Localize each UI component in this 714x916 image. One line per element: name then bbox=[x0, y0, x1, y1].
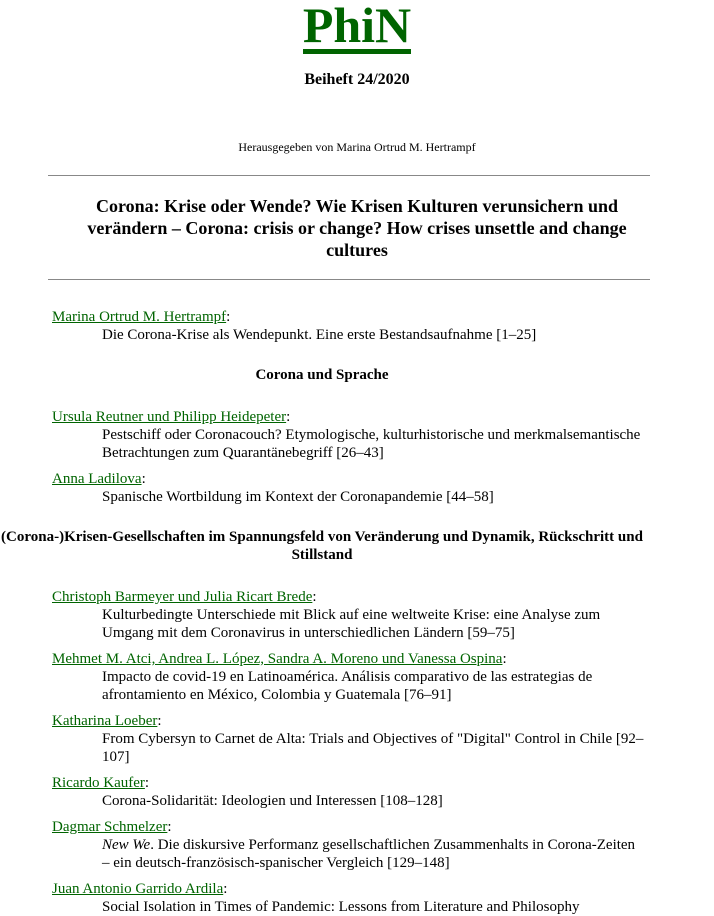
colon: : bbox=[144, 775, 150, 791]
toc-entry bbox=[52, 650, 644, 704]
article-title: Social Isolation in Times of Pandemic: Lessons from Literature and Philosophy bbox=[102, 899, 580, 915]
author-link[interactable]: Dagmar Schmelzer bbox=[52, 819, 168, 835]
journal-logo[interactable]: PhiN bbox=[302, 0, 412, 53]
author-link[interactable]: Mehmet M. Atci, Andrea L. López, Sandra A. Moreno und Vanessa Ospina bbox=[52, 651, 503, 667]
article-title: Spanische Wortbildung im Kontext der Coronapandemie [44–58] bbox=[102, 489, 494, 505]
article-title: Pestschiff oder Coronacouch? Etymologische, kulturhistorische und merkmalsemantische Betrachtungen zum Quarantänebegriff [26–43] bbox=[102, 427, 641, 461]
author-link[interactable]: Juan Antonio Garrido Ardila bbox=[52, 881, 224, 897]
section-heading: (Corona-)Krisen-Gesellschaften im Spannungsfeld von Veränderung und Dynamik, Rückschritt und Stillstand bbox=[1, 529, 643, 563]
author-link[interactable]: Katharina Loeber bbox=[52, 713, 158, 729]
article-title: Die Corona-Krise als Wendepunkt. Eine erste Bestandsaufnahme [1–25] bbox=[102, 327, 537, 343]
article-title: Kulturbedingte Unterschiede mit Blick auf eine weltweite Krise: eine Analyse zum Umgang mit dem Coronavirus in unterschiedlichen Ländern [59–75] bbox=[102, 607, 601, 641]
author-link[interactable]: Ursula Reutner und Philipp Heidepeter bbox=[52, 409, 287, 425]
toc-entry bbox=[52, 818, 644, 872]
colon: : bbox=[141, 471, 146, 487]
author-link[interactable]: Marina Ortrud M. Hertrampf bbox=[52, 309, 227, 325]
author-link[interactable]: Anna Ladilova bbox=[52, 471, 142, 487]
author-link[interactable]: Christoph Barmeyer und Julia Ricart Brede bbox=[52, 589, 313, 605]
table-of-contents bbox=[0, 308, 714, 916]
divider-top bbox=[48, 175, 650, 176]
colon: : bbox=[223, 881, 228, 897]
volume-title: Corona: Krise oder Wende? Wie Krisen Kulturen verunsichern und verändern – Corona: crisis or change? How crises unsettle and change cultures bbox=[87, 196, 627, 260]
toc-entry bbox=[52, 712, 644, 766]
section-heading: Corona und Sprache bbox=[255, 367, 389, 383]
divider-bottom bbox=[48, 279, 650, 280]
toc-entry bbox=[52, 774, 644, 810]
colon: : bbox=[286, 409, 291, 425]
author-link[interactable]: Ricardo Kaufer bbox=[52, 775, 145, 791]
colon: : bbox=[502, 651, 507, 667]
colon: : bbox=[312, 589, 317, 605]
colon: : bbox=[226, 309, 231, 325]
toc-entry bbox=[52, 470, 644, 506]
colon: : bbox=[167, 819, 172, 835]
logo-area bbox=[0, 0, 714, 54]
toc-entry bbox=[52, 588, 644, 642]
article-title-italic: New We bbox=[102, 837, 151, 853]
issue-label: Beiheft 24/2020 bbox=[304, 71, 410, 88]
article-title: From Cybersyn to Carnet de Alta: Trials and Objectives of "Digital" Control in Chile [92–107] bbox=[102, 731, 644, 765]
colon: : bbox=[157, 713, 162, 729]
toc-entry bbox=[52, 408, 644, 462]
toc-entry bbox=[52, 880, 644, 916]
article-title: Impacto de covid-19 en Latinoamérica. Análisis comparativo de las estrategias de afrontamiento en México, Colombia y Guatemala [76–91] bbox=[102, 669, 593, 703]
article-title-rest: . Die diskursive Performanz gesellschaftlichen Zusammenhalts in Corona-Zeiten – ein deutsch-französisch-spanischer Vergleich [129–148] bbox=[102, 837, 636, 871]
article-title bbox=[52, 836, 644, 872]
toc-entry bbox=[52, 308, 644, 344]
editor-line: Herausgegeben von Marina Ortrud M. Hertrampf bbox=[238, 140, 476, 154]
article-title: Corona-Solidarität: Ideologien und Interessen [108–128] bbox=[102, 793, 443, 809]
